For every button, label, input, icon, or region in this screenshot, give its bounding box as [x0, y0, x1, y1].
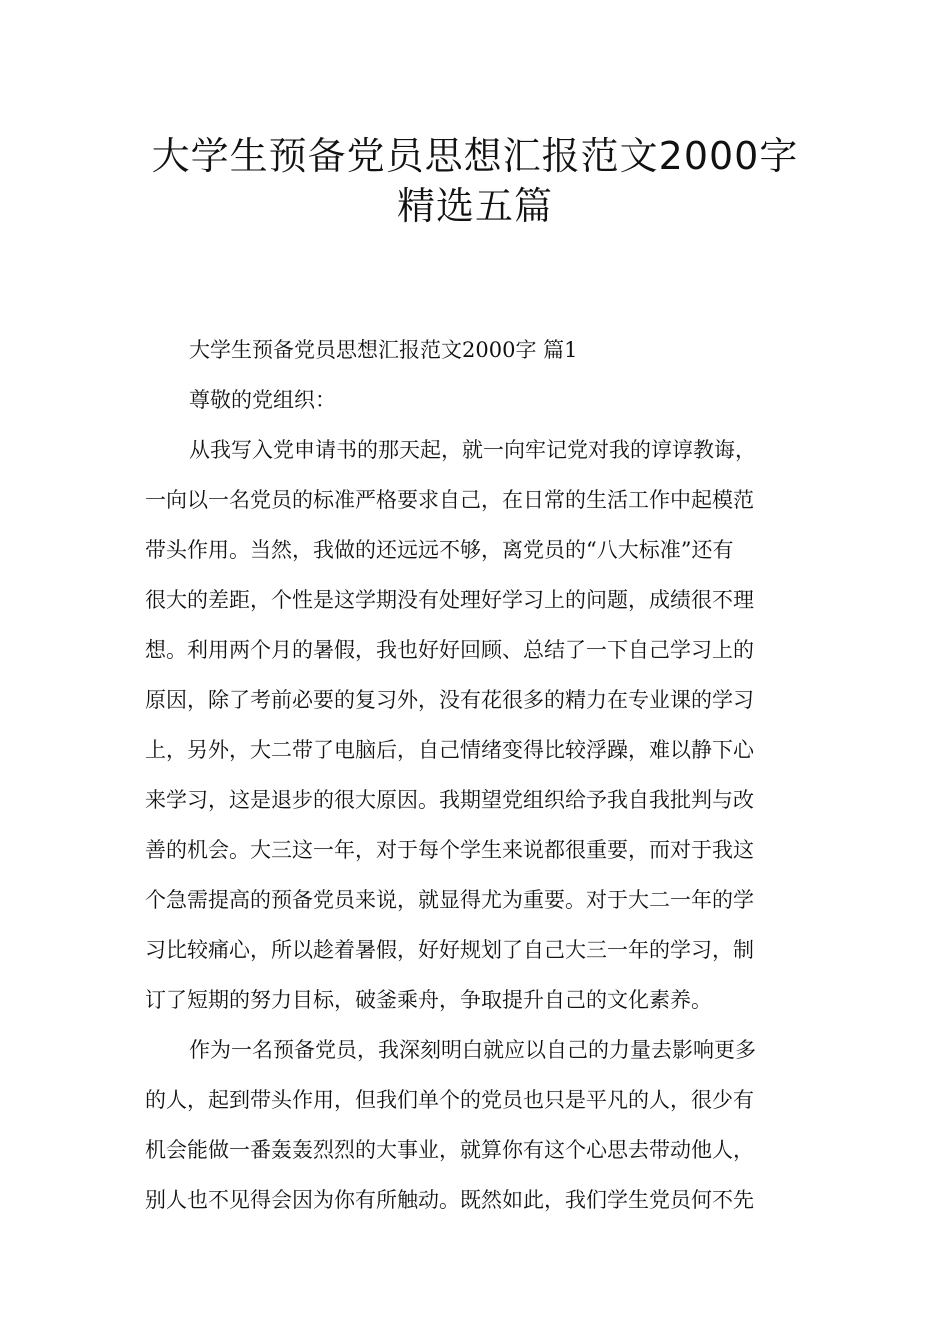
section-heading: 大学生预备党员思想汇报范文2000字 篇1 [189, 338, 578, 362]
paragraph-line: 别人也不见得会因为你有所触动。既然如此，我们学生党员何不先 [145, 1188, 754, 1212]
paragraph-line: 上，另外，大二带了电脑后，自己情绪变得比较浮躁，难以静下心 [145, 738, 754, 762]
paragraph-line: 机会能做一番轰轰烈烈的大事业，就算你有这个心思去带动他人， [145, 1138, 754, 1162]
paragraph-line: 来学习，这是退步的很大原因。我期望党组织给予我自我批判与改 [145, 788, 754, 812]
salutation: 尊敬的党组织： [189, 388, 336, 412]
paragraph-line: 原因，除了考前必要的复习外，没有花很多的精力在专业课的学习 [145, 688, 754, 712]
paragraph-line: 善的机会。大三这一年，对于每个学生来说都很重要，而对于我这 [145, 838, 754, 862]
paragraph-line: 带头作用。当然，我做的还远远不够，离党员的“八大标准”还有 [145, 538, 734, 562]
paragraph-line: 个急需提高的预备党员来说，就显得尤为重要。对于大二一年的学 [145, 888, 754, 912]
paragraph-line: 一向以一名党员的标准严格要求自己，在日常的生活工作中起模范 [145, 488, 754, 512]
paragraph-line: 作为一名预备党员，我深刻明白就应以自己的力量去影响更多 [189, 1038, 756, 1062]
paragraph-line: 的人，起到带头作用，但我们单个的党员也只是平凡的人，很少有 [145, 1088, 754, 1112]
document-title-line-1: 大学生预备党员思想汇报范文2000字 [151, 134, 799, 178]
paragraph-line: 很大的差距，个性是这学期没有处理好学习上的问题，成绩很不理 [145, 588, 754, 612]
paragraph-line: 想。利用两个月的暑假，我也好好回顾、总结了一下自己学习上的 [145, 638, 754, 662]
document-title-line-2: 精选五篇 [396, 184, 553, 228]
paragraph-line: 从我写入党申请书的那天起，就一向牢记党对我的谆谆教诲， [189, 438, 756, 462]
paragraph-line: 习比较痛心，所以趁着暑假，好好规划了自己大三一年的学习，制 [145, 938, 754, 962]
paragraph-line: 订了短期的努力目标，破釜乘舟，争取提升自己的文化素养。 [145, 988, 712, 1012]
